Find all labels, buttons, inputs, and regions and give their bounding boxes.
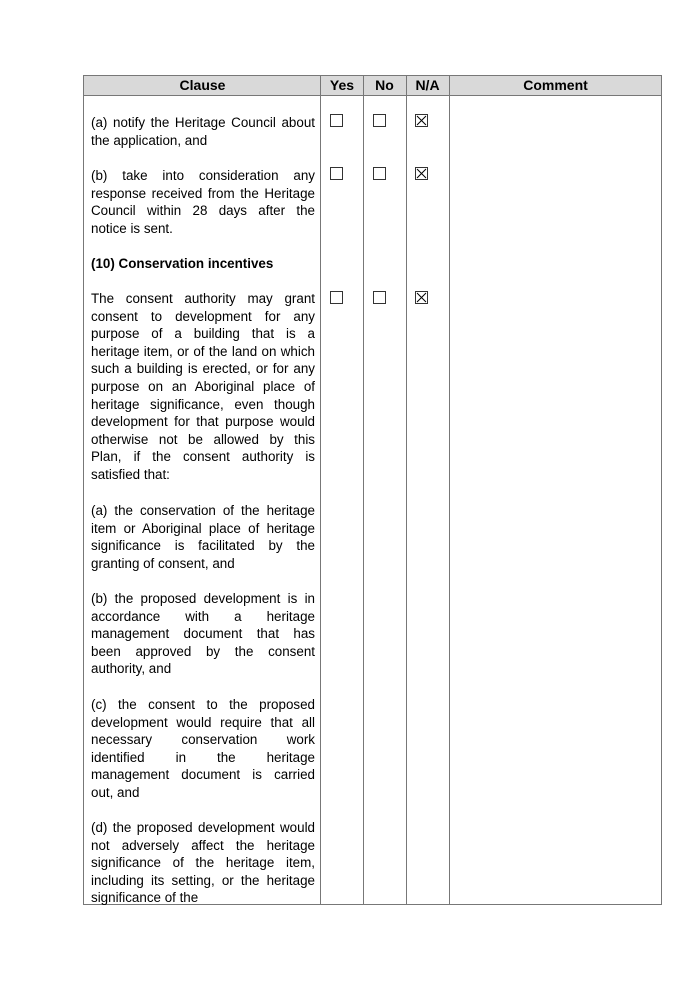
clause-text: (a) the conservation of the heritage item or Aboriginal place of heritage significance is facilitated by the granting of consent, and [91, 503, 315, 571]
cross-mark-icon [416, 115, 427, 126]
column-divider [406, 76, 407, 904]
no-checkbox[interactable] [373, 114, 386, 127]
na-checkbox-checked[interactable] [415, 114, 428, 127]
column-divider [449, 76, 450, 904]
header-clause: Clause [179, 77, 226, 93]
na-checkbox-checked[interactable] [415, 167, 428, 180]
table-header-row [84, 76, 661, 96]
clause-text: (b) take into consideration any response received from the Heritage Council within 28 days after the notice is sent. [91, 168, 315, 236]
na-checkbox-checked[interactable] [415, 291, 428, 304]
header-yes: Yes [329, 77, 355, 93]
column-divider [320, 76, 321, 904]
section-heading: (10) Conservation incentives [91, 256, 274, 271]
clause-text: The consent authority may grant consent to development for any purpose of a building that is a heritage item, or of the land on which such a building is erected, or for any purpose on an Aboriginal place of heritage significance, even though development for that purpose would otherwise not be allowed by this Plan, if the consent authority is satisfied that: [91, 291, 315, 482]
column-divider [363, 76, 364, 904]
yes-checkbox[interactable] [330, 167, 343, 180]
clause-text: (d) the proposed development would not adversely affect the heritage significance of the heritage item, including its setting, or the heritage significance of the [91, 820, 315, 906]
header-comment: Comment [523, 77, 588, 93]
yes-checkbox[interactable] [330, 291, 343, 304]
header-no: No [375, 77, 394, 93]
clause-text: (a) notify the Heritage Council about the application, and [91, 115, 315, 148]
compliance-table [83, 75, 662, 905]
no-checkbox[interactable] [373, 167, 386, 180]
header-na: N/A [415, 77, 440, 93]
no-checkbox[interactable] [373, 291, 386, 304]
cross-mark-icon [416, 292, 427, 303]
yes-checkbox[interactable] [330, 114, 343, 127]
cross-mark-icon [416, 168, 427, 179]
clause-text: (c) the consent to the proposed development would require that all necessary conservation work identified in the heritage management document is carried out, and [91, 697, 315, 800]
clause-text: (b) the proposed development is in accordance with a heritage management document that has been approved by the consent authority, and [91, 591, 315, 677]
